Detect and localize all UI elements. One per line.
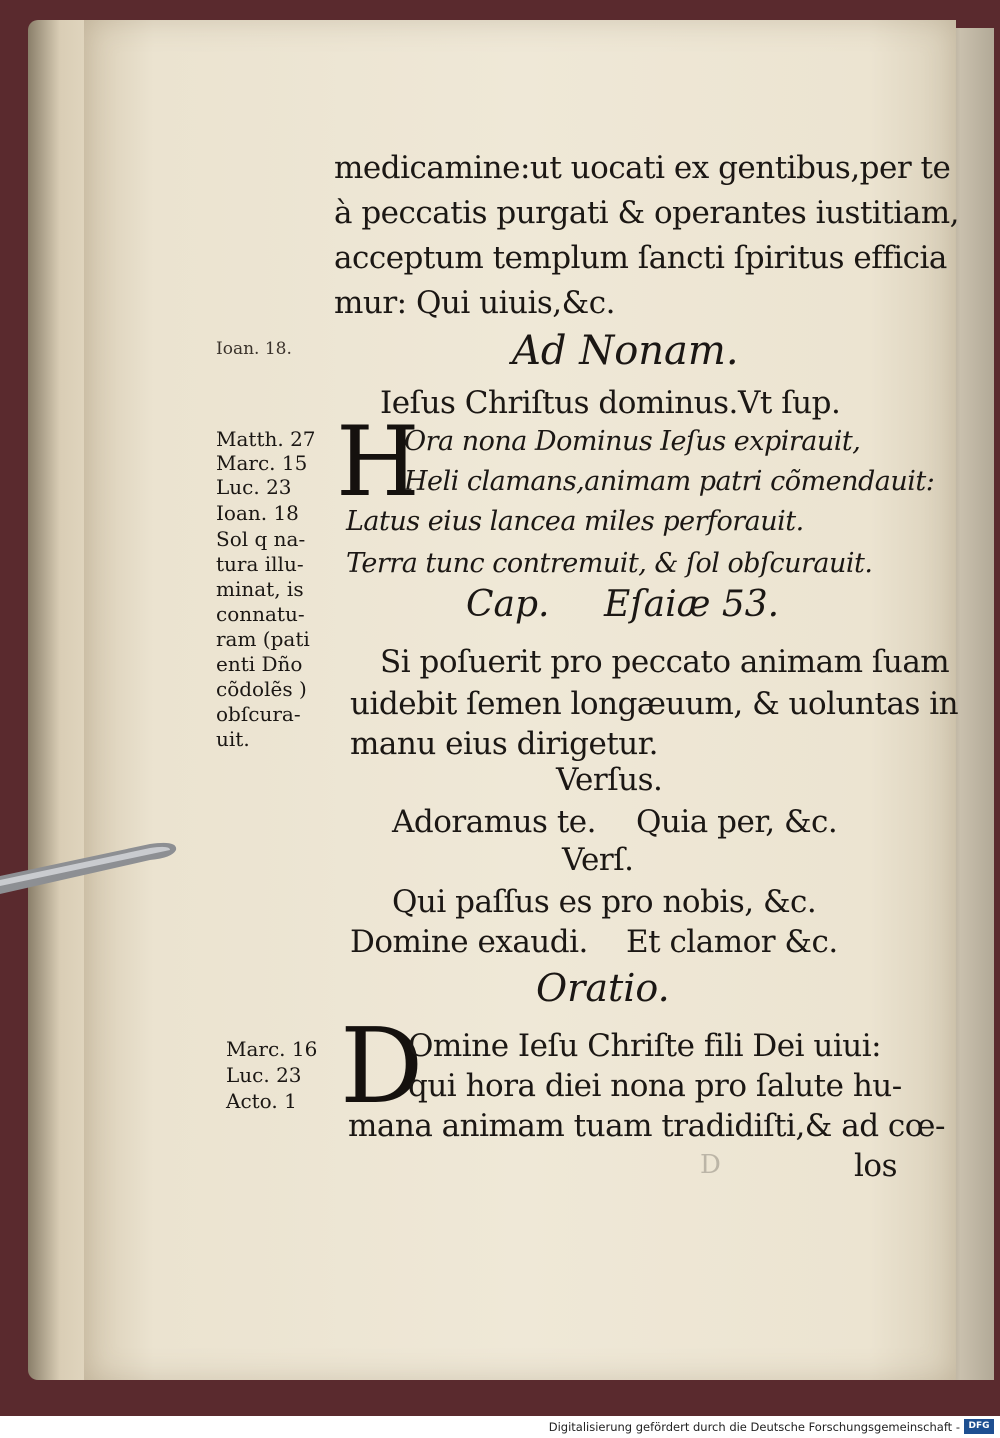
section-heading: Oratio. (536, 966, 670, 1010)
margin-note: minat, is (216, 577, 304, 601)
text-line: à peccatis purgati & operantes iustitiam, (334, 195, 959, 231)
margin-note: Marc. 16 (226, 1037, 318, 1061)
drop-cap: H (336, 406, 420, 518)
drop-cap: D (340, 1005, 424, 1127)
signature-mark: D (700, 1150, 721, 1180)
margin-note: Acto. 1 (226, 1089, 297, 1113)
margin-note: Sol q na- (216, 527, 306, 551)
text-line: Ora nona Dominus Ieſus expirauit, (404, 426, 861, 457)
section-heading: Eſaiæ 53. (604, 584, 780, 625)
section-heading: Ad Nonam. (512, 328, 739, 374)
dfg-logo: DFG (964, 1419, 994, 1434)
text-line: Si poſuerit pro peccato animam ſuam (380, 644, 950, 680)
text-line: Terra tunc contremuit, & ſol obſcurauit. (346, 548, 873, 579)
margin-note: uit. (216, 727, 250, 751)
text-line: Quia per, &c. (636, 804, 838, 840)
text-line: Domine exaudi. (350, 924, 588, 960)
margin-note: Matth. 27 (216, 427, 316, 451)
section-heading: Cap. (466, 584, 550, 625)
text-line: manu eius dirigetur. (350, 726, 659, 762)
margin-note: enti Dño (216, 652, 303, 676)
margin-note: ram (pati (216, 627, 310, 651)
margin-note: connatu- (216, 602, 305, 626)
text-line: Et clamor &c. (626, 924, 838, 960)
margin-note: tura illu- (216, 552, 304, 576)
footer-bar (0, 1416, 1000, 1438)
text-line: mana animam tuam tradidiſti,& ad cœ- (348, 1108, 945, 1144)
text-line: qui hora diei nona pro ſalute hu- (408, 1068, 902, 1104)
text-line: medicamine:ut uocati ex gentibus,per te (334, 150, 951, 186)
text-line: Ieſus Chriſtus dominus. (380, 385, 738, 421)
text-line: Heli clamans,animam patri cõmendauit: (404, 466, 935, 497)
margin-note: Marc. 15 (216, 451, 308, 475)
text-line: mur: Qui uiuis,&c. (334, 285, 615, 321)
text-line: Verſus. (556, 762, 663, 798)
margin-note: Ioan. 18 (216, 501, 299, 525)
paper-knife (0, 836, 180, 896)
margin-note: Luc. 23 (226, 1063, 302, 1087)
text-line: Omine Ieſu Chriſte fili Dei uiui: (408, 1028, 882, 1064)
text-line: Latus eius lancea miles perforauit. (346, 506, 804, 537)
margin-note: Luc. 23 (216, 475, 292, 499)
text-line: Qui paſſus es pro nobis, &c. (392, 884, 817, 920)
text-line: Verſ. (562, 842, 634, 878)
margin-note: cõdolẽs ) (216, 677, 307, 701)
margin-note: Ioan. 18. (216, 339, 292, 359)
catchword: los (854, 1148, 897, 1184)
text-line: acceptum templum ſancti ſpiritus efficia (334, 240, 947, 276)
footer-text: Digitalisierung gefördert durch die Deutsche Forschungsgemeinschaft - (548, 1420, 960, 1434)
text-line: uidebit ſemen longæuum, & uoluntas in (350, 686, 959, 722)
text-line: Adoramus te. (392, 804, 596, 840)
text-line: Vt ſup. (738, 385, 841, 421)
margin-note: obſcura- (216, 702, 301, 726)
